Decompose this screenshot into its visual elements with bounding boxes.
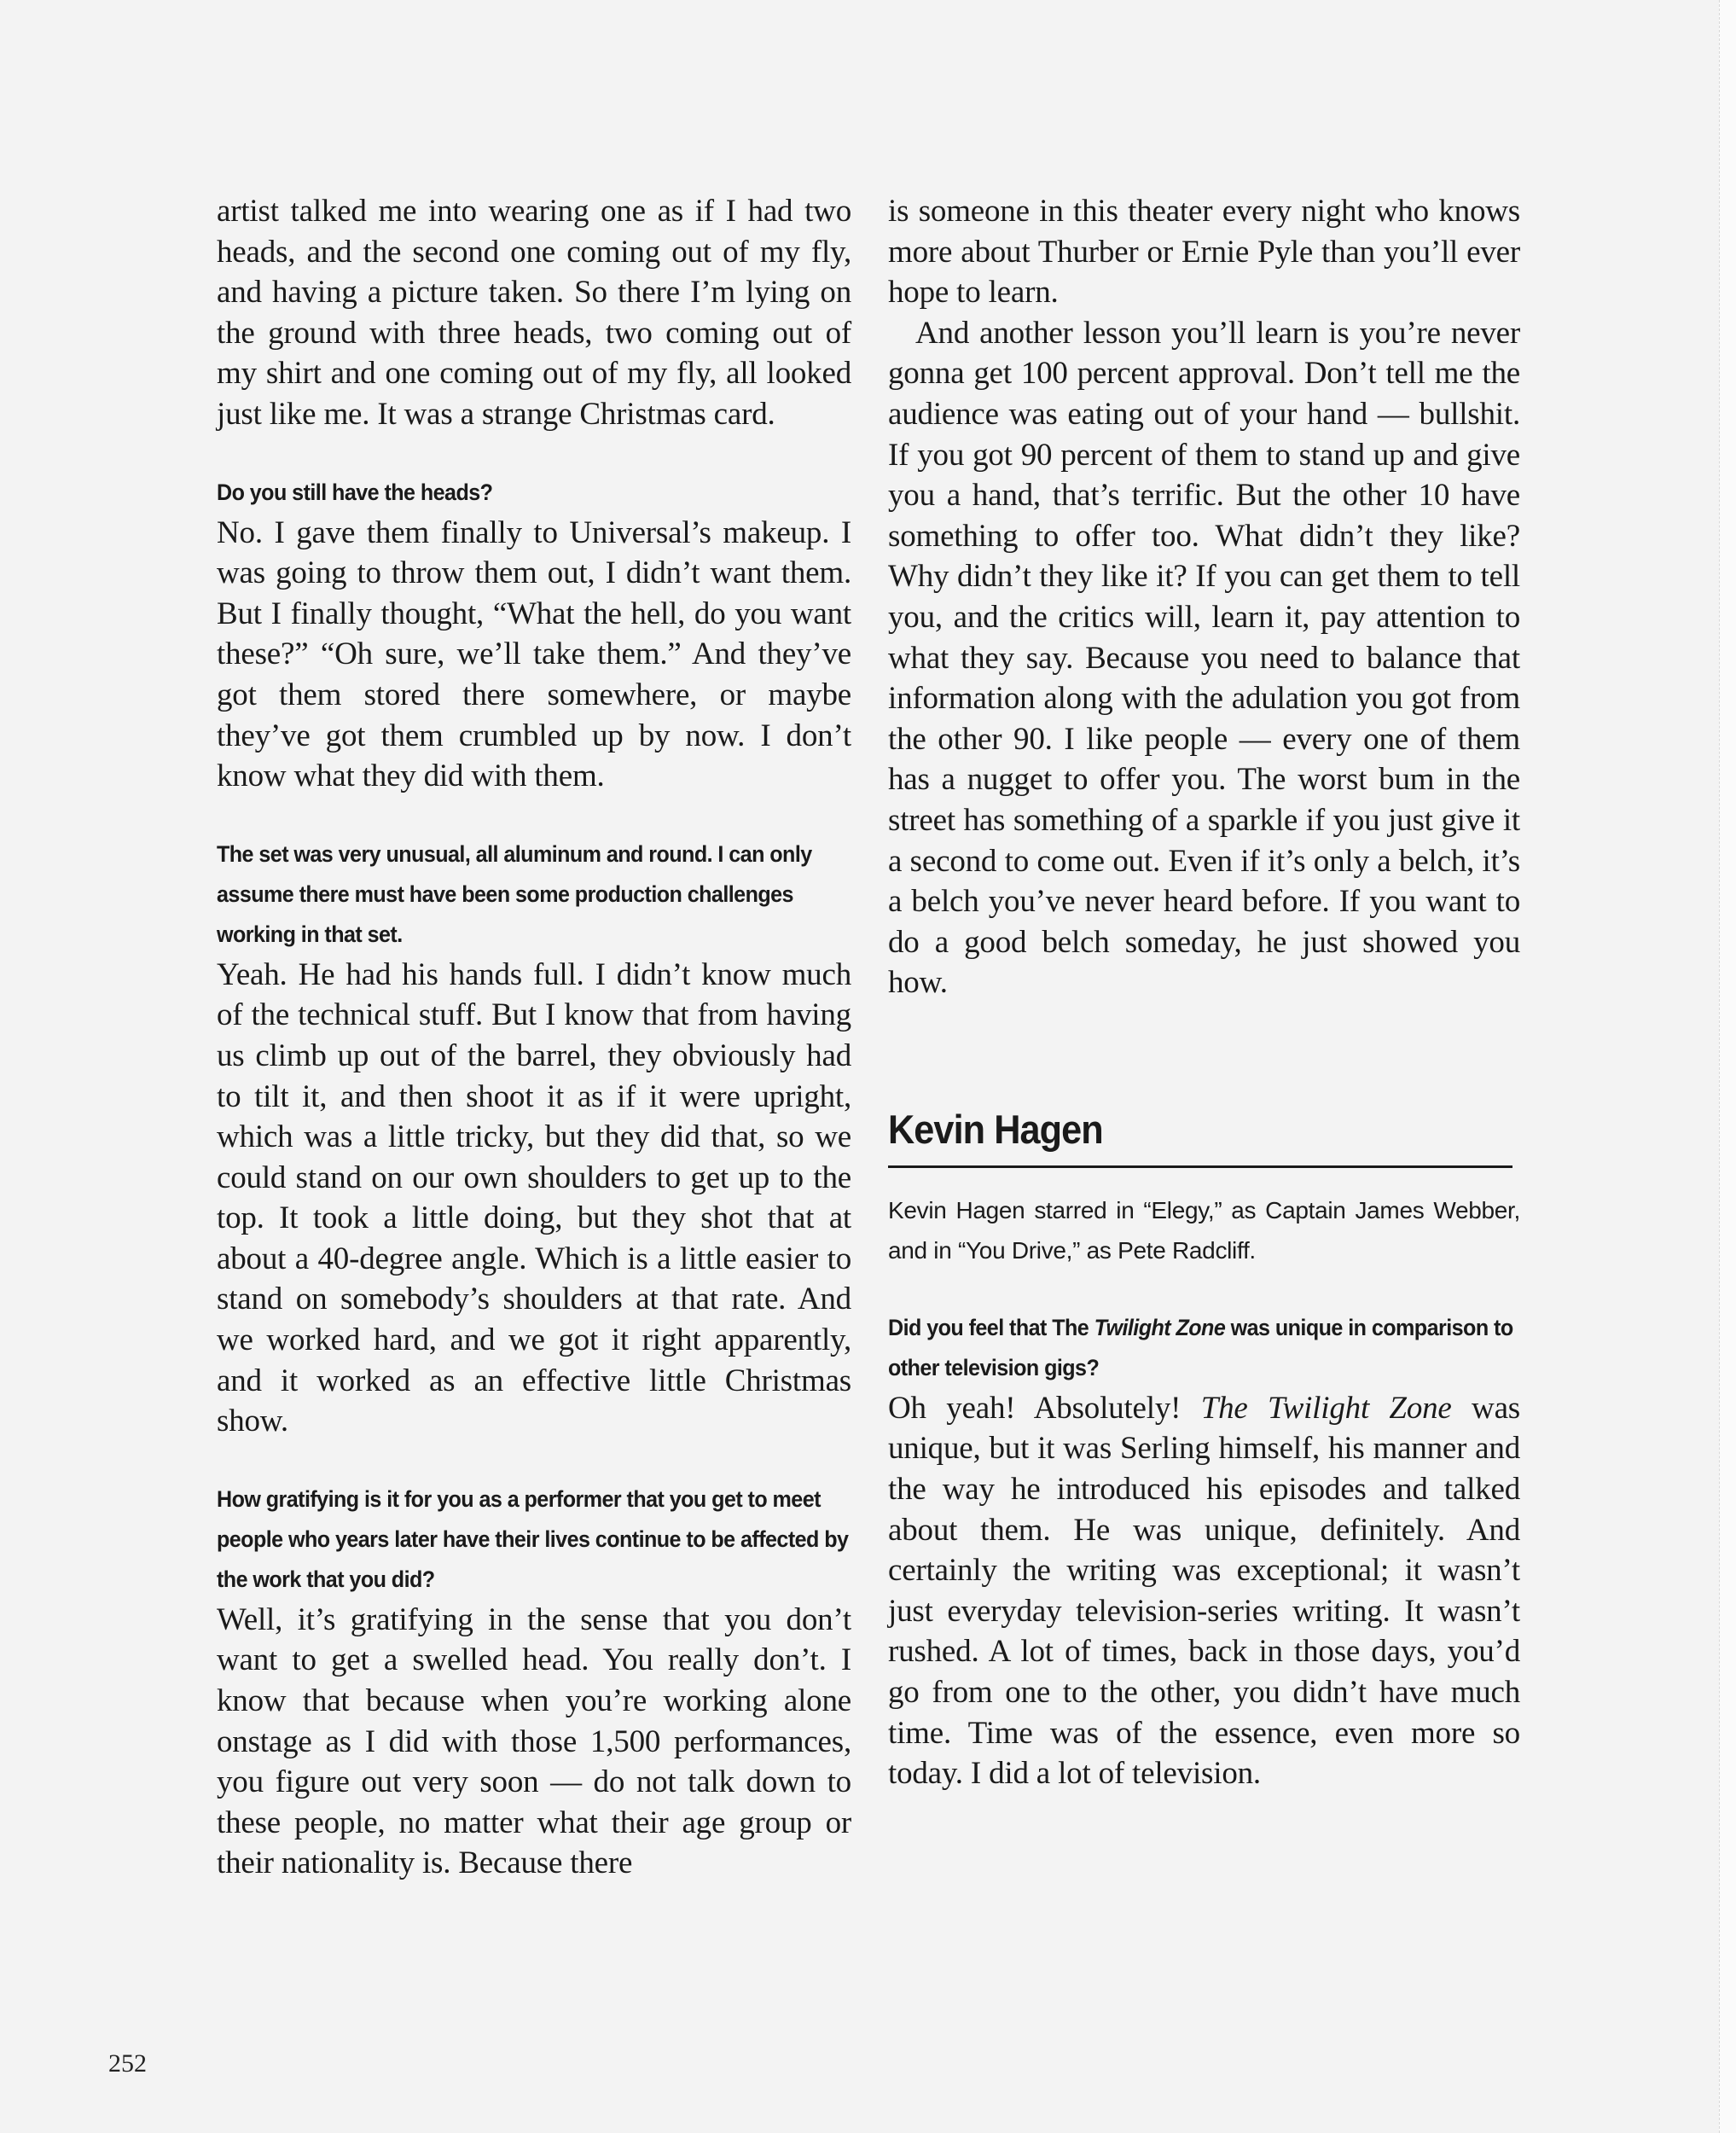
show-title-italic: The Twilight Zone xyxy=(1200,1390,1452,1426)
left-column xyxy=(217,191,851,1884)
interview-question: How gratifying is it for you as a performer that you get to meet people who years later have their lives continue to be affected by the work that you did? xyxy=(217,1485,849,1592)
section-divider xyxy=(888,1165,1512,1168)
spacer xyxy=(888,1003,1520,1106)
section-bio: Kevin Hagen starred in “Elegy,” as Captain James Webber, and in “You Drive,” as Pete Radcliff. xyxy=(888,1196,1520,1264)
interview-question: The set was very unusual, all aluminum and round. I can only assume there must have been some production challenges working in that set. xyxy=(217,840,812,947)
page-number: 252 xyxy=(108,2049,147,2078)
answer-paragraph: Well, it’s gratifying in the sense that you don’t want to get a swelled head. You really don’t. I know that because when you’re working alone onstage as I did with those 1,500 performances, you figure out very soon — do not talk down to these people, no matter what their age group or their nationality is. Because there xyxy=(217,1601,851,1881)
question-text: Did you feel that The xyxy=(888,1314,1094,1340)
right-column xyxy=(888,191,1520,1794)
interview-question: Do you still have the heads? xyxy=(217,479,493,505)
answer-text: Oh yeah! Absolutely! xyxy=(888,1390,1201,1426)
answer-paragraph: No. I gave them finally to Universal’s makeup. I was going to throw them out, I didn’t want them. But I finally thought, “What the hell, do you want these?” “Oh sure, we’ll take them.” And they’ve got them stored there somewhere, or maybe they’ve got them crumbled up by now. I don’t know what they did with them. xyxy=(217,514,851,794)
question-text: was unique in comparison to other television gigs? xyxy=(888,1314,1513,1380)
spacer xyxy=(217,1442,851,1479)
answer-paragraph: is someone in this theater every night who knows more about Thurber or Ernie Pyle than you’ll ever hope to learn. xyxy=(888,194,1520,311)
interview-question xyxy=(888,1308,1515,1388)
answer-paragraph: Yeah. He had his hands full. I didn’t know much of the technical stuff. But I know that from having us climb up out of the barrel, they obviously had to tilt it, and then shoot it as if it were upright, which was a little tricky, but they did that, so we could stand on our own shoulders to get up to the top. It took a little doing, but they shot that at about a 40-degree angle. Which is a little easier to stand on somebody’s shoulders at that rate. And we worked hard, and we got it right apparently, and it worked as an effective little Christmas show. xyxy=(217,956,851,1439)
show-title-italic: Twilight Zone xyxy=(1094,1314,1226,1340)
spacer xyxy=(217,435,851,473)
section-heading: Kevin Hagen xyxy=(888,1106,1103,1152)
answer-paragraph: And another lesson you’ll learn is you’re never gonna get 100 percent approval. Don’t tell me the audience was eating out of your hand — bullshit. If you got 90 percent of them to stand up and give you a hand, that’s terrific. But the other 10 have something to offer too. What didn’t they like? Why didn’t they like it? If you can get them to tell you, and the critics will, learn it, pay attention to what they say. Because you need to balance that information along with the adulation you got from the other 90. I like people — every one of them has a nugget to offer you. The worst bum in the street has something of a sparkle if you just give it a second to come out. Even if it’s only a belch, it’s a belch you’ve never heard before. If you want to do a good belch someday, he just showed you how. xyxy=(888,315,1520,1001)
spacer xyxy=(888,1270,1520,1308)
answer-text: was unique, but it was Serling himself, his manner and the way he introduced his episodes and talked about them. He was unique, definitely. And certainly the writing was exceptional; it wasn’t just everyday television-series writing. It wasn’t rushed. A lot of times, back in those days, you’d go from one to the other, you didn’t have much time. Time was of the essence, even more so today. I did a lot of television. xyxy=(888,1390,1520,1792)
answer-paragraph: artist talked me into wearing one as if I had two heads, and the second one coming out of my fly, and having a picture taken. So there I’m lying on the ground with three heads, two coming out of my shirt and one coming out of my fly, all looked just like me. It was a strange Christmas card. xyxy=(217,194,851,432)
page-edge xyxy=(1719,0,1736,2133)
answer-paragraph xyxy=(888,1388,1520,1794)
spacer xyxy=(217,797,851,834)
